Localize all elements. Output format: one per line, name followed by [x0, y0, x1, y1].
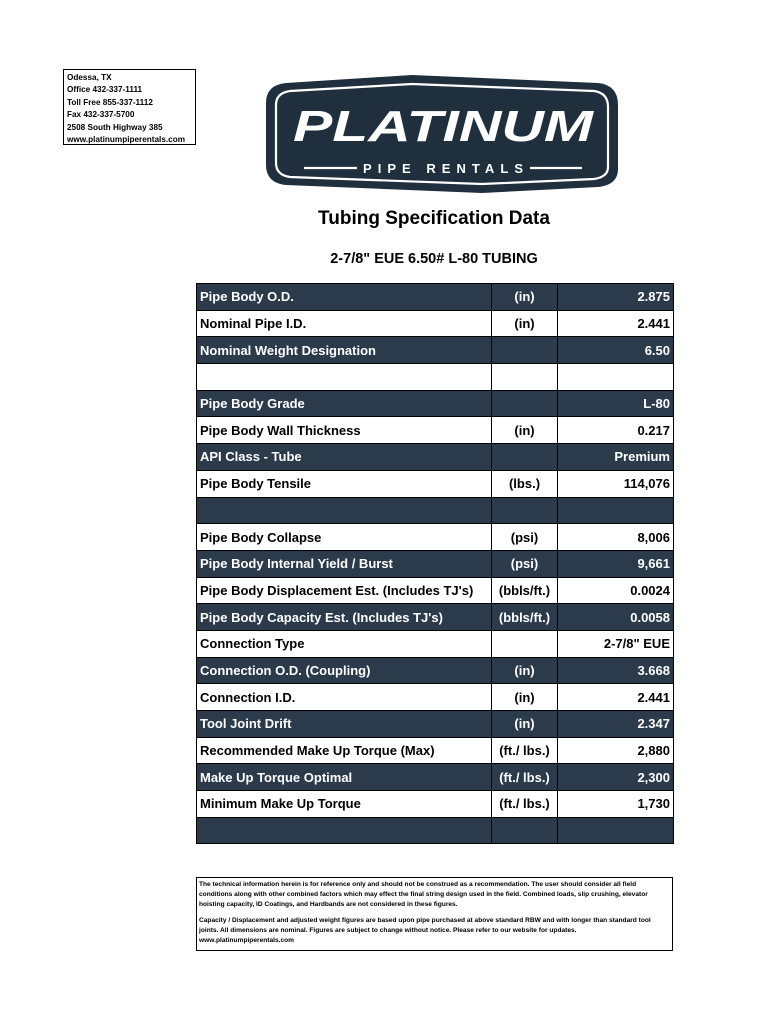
- spec-row: [197, 444, 674, 471]
- spec-unit: [492, 817, 558, 844]
- contact-city: Odessa, TX: [67, 73, 112, 82]
- disclaimer-paragraph-2-text: Capacity / Displacement and adjusted weight figures are based upon pipe purchased at above standard RBW and with longer than standard tool joints. All dimensions are nominal. Figures are subject to change without notice. Please refer to our website for updates.: [199, 917, 651, 934]
- logo-wordmark: PLATINUM: [293, 102, 595, 151]
- spec-value: 2.441: [558, 684, 674, 711]
- spec-row: [197, 417, 674, 444]
- spec-label: Make Up Torque Optimal: [197, 764, 492, 791]
- spec-value: 1,730: [558, 791, 674, 818]
- spec-unit: (in): [492, 684, 558, 711]
- spec-label: API Class - Tube: [197, 444, 492, 471]
- spec-value: Premium: [558, 444, 674, 471]
- spec-value: L-80: [558, 390, 674, 417]
- spec-unit: (lbs.): [492, 470, 558, 497]
- spec-label: Nominal Weight Designation: [197, 337, 492, 364]
- platinum-logo: [262, 71, 622, 196]
- contact-fax: Fax 432-337-5700: [67, 110, 135, 120]
- spec-label: Pipe Body Capacity Est. (Includes TJ's): [197, 604, 492, 631]
- spec-unit: [492, 444, 558, 471]
- spec-value: 9,661: [558, 550, 674, 577]
- spec-row: [197, 364, 674, 391]
- spec-row: [197, 711, 674, 738]
- spec-value: 2,880: [558, 737, 674, 764]
- spec-row: [197, 817, 674, 844]
- spec-unit: (psi): [492, 524, 558, 551]
- spec-value: 2.875: [558, 284, 674, 311]
- spec-label: Connection I.D.: [197, 684, 492, 711]
- spec-label: Nominal Pipe I.D.: [197, 310, 492, 337]
- spec-value: 6.50: [558, 337, 674, 364]
- spec-unit: (ft./ lbs.): [492, 737, 558, 764]
- logo-tagline: PIPE RENTALS: [363, 161, 523, 176]
- spec-value: 0.217: [558, 417, 674, 444]
- spec-unit: [492, 630, 558, 657]
- contact-address: 2508 South Highway 385: [67, 122, 163, 132]
- spec-value: 0.0058: [558, 604, 674, 631]
- spec-unit: [492, 337, 558, 364]
- spec-row: [197, 764, 674, 791]
- page-title: Tubing Specification Data: [318, 208, 550, 229]
- spec-label: Minimum Make Up Torque: [197, 791, 492, 818]
- spec-row: [197, 470, 674, 497]
- spec-value: 114,076: [558, 470, 674, 497]
- spec-unit: (in): [492, 657, 558, 684]
- spec-label: Pipe Body Displacement Est. (Includes TJ's): [197, 577, 492, 604]
- spec-label: Pipe Body O.D.: [197, 284, 492, 311]
- spec-label: Recommended Make Up Torque (Max): [197, 737, 492, 764]
- spec-label: Pipe Body Collapse: [197, 524, 492, 551]
- spec-row: [197, 604, 674, 631]
- spec-row: [197, 550, 674, 577]
- spec-value: [558, 497, 674, 524]
- spec-label: Connection Type: [197, 630, 492, 657]
- spec-value: 2.347: [558, 711, 674, 738]
- spec-unit: (ft./ lbs.): [492, 791, 558, 818]
- disclaimer-website: www.platinumpiperentals.com: [199, 937, 295, 944]
- spec-value: 3.668: [558, 657, 674, 684]
- disclaimer-paragraph-1: The technical information herein is for reference only and should not be construed as a recommendation. The user should consider all field conditions along with other combined factors which may effect the final string design used in the field. Combined loads, slip crushing, elevator hoisting capacity, ID Coatings, and Hardbands are not considered in these figures.: [199, 881, 648, 908]
- spec-row: [197, 337, 674, 364]
- spec-label: Tool Joint Drift: [197, 711, 492, 738]
- contact-info-box: [63, 69, 196, 145]
- spec-row: [197, 524, 674, 551]
- spec-value: [558, 817, 674, 844]
- spec-label: [197, 817, 492, 844]
- spec-unit: (in): [492, 284, 558, 311]
- disclaimer-paragraph-2: [199, 916, 670, 946]
- spec-unit: (in): [492, 711, 558, 738]
- spec-unit: [492, 497, 558, 524]
- contact-toll-free: Toll Free 855-337-1112: [67, 97, 153, 107]
- spec-row: [197, 390, 674, 417]
- spec-label: [197, 497, 492, 524]
- spec-value: 2-7/8" EUE: [558, 630, 674, 657]
- spec-row: [197, 577, 674, 604]
- spec-unit: (bbls/ft.): [492, 604, 558, 631]
- spec-value: [558, 364, 674, 391]
- spec-value: 2,300: [558, 764, 674, 791]
- spec-row: [197, 791, 674, 818]
- spec-unit: (in): [492, 417, 558, 444]
- contact-office-phone: Office 432-337-1111: [67, 85, 143, 95]
- spec-unit: (in): [492, 310, 558, 337]
- spec-unit: [492, 390, 558, 417]
- spec-row: [197, 310, 674, 337]
- spec-value: 0.0024: [558, 577, 674, 604]
- spec-label: Pipe Body Internal Yield / Burst: [197, 550, 492, 577]
- spec-row: [197, 737, 674, 764]
- spec-unit: (ft./ lbs.): [492, 764, 558, 791]
- spec-label: [197, 364, 492, 391]
- spec-label: Pipe Body Grade: [197, 390, 492, 417]
- spec-row: [197, 684, 674, 711]
- spec-unit: [492, 364, 558, 391]
- page-subtitle: 2-7/8" EUE 6.50# L-80 TUBING: [330, 251, 538, 267]
- spec-row: [197, 284, 674, 311]
- spec-unit: (psi): [492, 550, 558, 577]
- spec-value: 8,006: [558, 524, 674, 551]
- spec-row: [197, 657, 674, 684]
- spec-row: [197, 497, 674, 524]
- spec-label: Connection O.D. (Coupling): [197, 657, 492, 684]
- spec-row: [197, 630, 674, 657]
- spec-unit: (bbls/ft.): [492, 577, 558, 604]
- spec-table: [196, 283, 674, 844]
- contact-website: www.platinumpiperentals.com: [67, 135, 185, 145]
- spec-value: 2.441: [558, 310, 674, 337]
- disclaimer-box: [196, 877, 673, 951]
- spec-label: Pipe Body Wall Thickness: [197, 417, 492, 444]
- spec-label: Pipe Body Tensile: [197, 470, 492, 497]
